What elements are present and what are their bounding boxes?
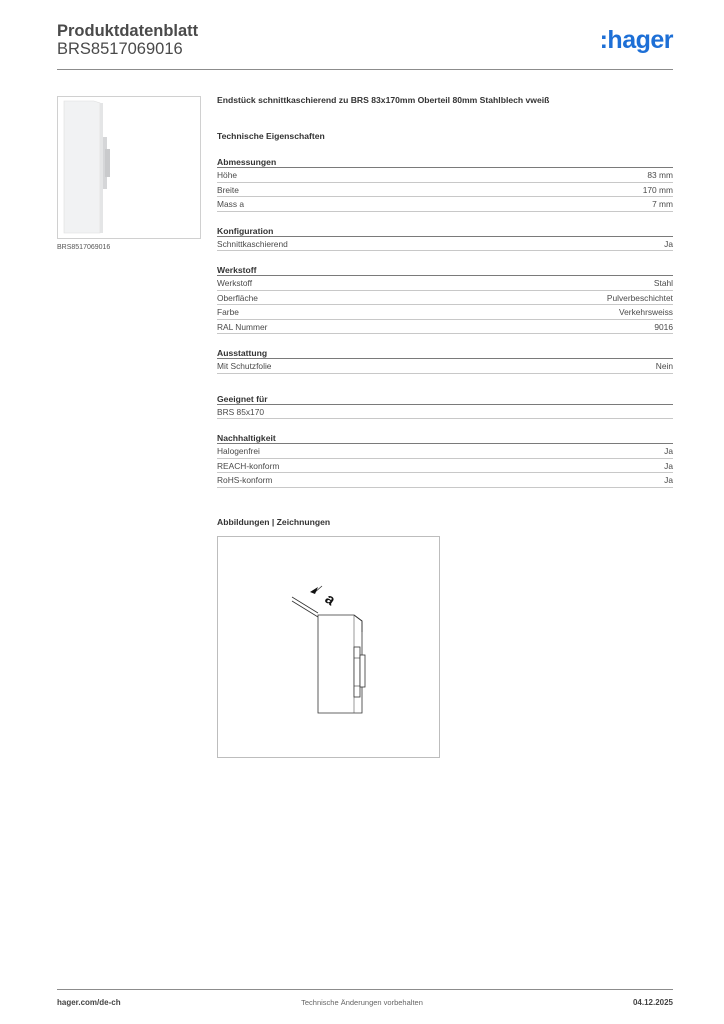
row-label: Halogenfrei (217, 446, 260, 456)
row-label: Höhe (217, 170, 238, 180)
row-value: 7 mm (652, 199, 673, 209)
figures-heading: Abbildungen | Zeichnungen (217, 517, 331, 527)
header-divider (57, 69, 673, 70)
row-label: RoHS-konform (217, 475, 273, 485)
table-row (217, 168, 673, 183)
section-heading: Geeignet für (217, 394, 673, 405)
section-heading: Abmessungen (217, 157, 673, 168)
row-label: Farbe (217, 307, 239, 317)
table-row (217, 197, 673, 212)
technical-properties-heading: Technische Eigenschaften (217, 131, 325, 141)
section-heading: Nachhaltigkeit (217, 433, 673, 444)
table-row (217, 183, 673, 198)
row-value: Ja (664, 475, 673, 485)
table-row (217, 405, 673, 420)
row-value: Verkehrsweiss (619, 307, 673, 317)
row-value: Nein (655, 361, 673, 371)
dimension-label: a (321, 590, 339, 610)
section-abmessungen (217, 157, 673, 212)
product-content (217, 95, 673, 488)
section-nachhaltigkeit (217, 433, 673, 488)
row-value: Ja (664, 238, 673, 249)
row-label: Breite (217, 184, 239, 195)
hager-logo: :hager (599, 26, 673, 54)
table-row (217, 276, 673, 291)
technical-drawing (217, 536, 440, 758)
section-heading: Ausstattung (217, 348, 673, 359)
article-number: BRS8517069016 (57, 40, 183, 58)
table-row (217, 473, 673, 488)
section-konfiguration (217, 226, 673, 252)
end-piece-photo-icon (58, 97, 200, 238)
footer-website: hager.com/de-ch (57, 998, 121, 1007)
section-heading: Werkstoff (217, 265, 673, 276)
row-label: REACH-konform (217, 460, 280, 471)
row-label: Oberfläche (217, 292, 258, 303)
thumbnail-caption: BRS8517069016 (57, 244, 111, 251)
table-row (217, 444, 673, 459)
row-value: 9016 (654, 321, 673, 332)
table-row (217, 237, 673, 252)
section-ausstattung (217, 348, 673, 374)
row-value: Ja (664, 460, 673, 471)
page-header (57, 22, 673, 68)
footer-divider (57, 989, 673, 990)
row-value: Pulverbeschichtet (606, 292, 673, 303)
row-value: 170 mm (642, 184, 673, 195)
footer-disclaimer: Technische Änderungen vorbehalten (301, 998, 423, 1007)
row-label: Schnittkaschierend (217, 238, 288, 249)
row-label: Werkstoff (217, 278, 253, 288)
section-werkstoff (217, 265, 673, 334)
row-label: Mass a (217, 199, 244, 209)
row-value: 83 mm (647, 170, 673, 180)
section-heading: Konfiguration (217, 226, 673, 237)
product-title: Endstück schnittkaschierend zu BRS 83x170mm Oberteil 80mm Stahlblech vweiß (217, 95, 550, 105)
table-row (217, 359, 673, 374)
footer-date: 04.12.2025 (632, 998, 673, 1007)
table-row (217, 305, 673, 320)
table-row (217, 320, 673, 335)
row-label: BRS 85x170 (217, 406, 265, 417)
end-piece-drawing-icon (218, 537, 439, 757)
product-thumbnail (57, 96, 201, 239)
table-row (217, 291, 673, 306)
document-title: Produktdatenblatt (57, 22, 199, 40)
section-geeignet-fuer (217, 394, 673, 420)
row-value: Ja (664, 446, 673, 456)
row-value: Stahl (653, 278, 673, 288)
row-label: RAL Nummer (217, 321, 268, 332)
table-row (217, 459, 673, 474)
row-label: Mit Schutzfolie (217, 361, 272, 371)
